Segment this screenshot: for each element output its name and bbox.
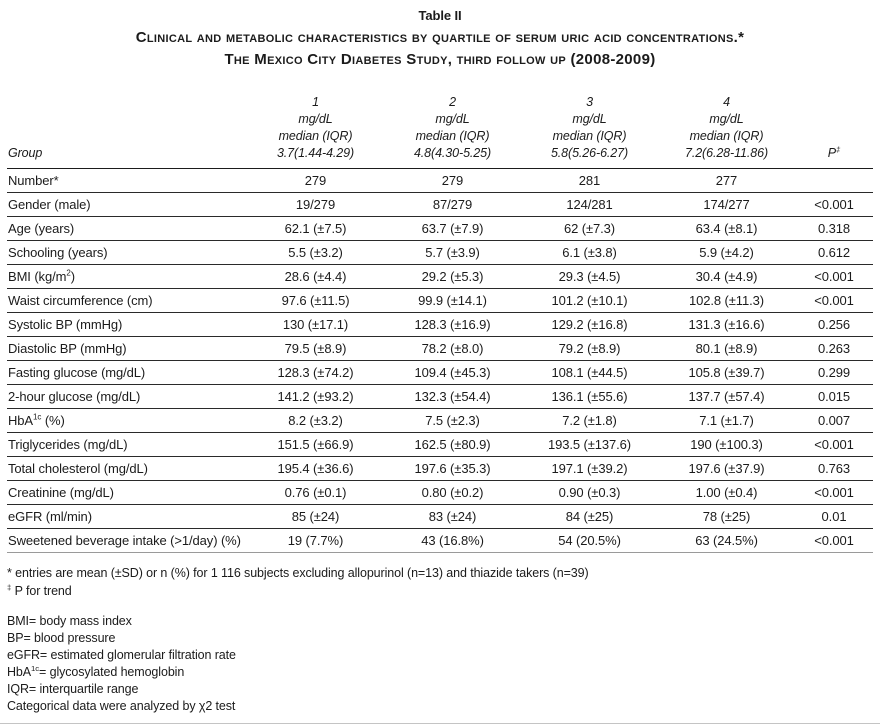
quartile-median: 3.7(1.44-4.29): [276, 146, 355, 160]
row-value: 79.2 (±8.9): [521, 337, 658, 361]
table-row: [7, 169, 873, 193]
row-value: 281: [521, 169, 658, 193]
row-value: 29.2 (±5.3): [384, 265, 521, 289]
row-value: 5.9 (±4.2): [658, 241, 795, 265]
row-value: 97.6 (±11.5): [247, 289, 384, 313]
row-value: 78.2 (±8.0): [384, 337, 521, 361]
row-value: 141.2 (±93.2): [247, 385, 384, 409]
quartile-unit: mg/dL: [709, 112, 744, 126]
row-value: 7.2 (±1.8): [521, 409, 658, 433]
row-label: Sweetened beverage intake (>1/day) (%): [7, 529, 247, 553]
row-value: 130 (±17.1): [247, 313, 384, 337]
row-pvalue: 0.007: [795, 409, 873, 433]
row-value: 8.2 (±3.2): [247, 409, 384, 433]
row-value: 101.2 (±10.1): [521, 289, 658, 313]
table-row: [7, 481, 873, 505]
row-value: 99.9 (±14.1): [384, 289, 521, 313]
row-value: 277: [658, 169, 795, 193]
abbreviation-list: [7, 613, 873, 715]
row-value: 87/279: [384, 193, 521, 217]
row-value: 132.3 (±54.4): [384, 385, 521, 409]
row-value: 279: [384, 169, 521, 193]
row-pvalue: 0.263: [795, 337, 873, 361]
abbreviation-item: eGFR= estimated glomerular filtration rate: [7, 648, 236, 662]
row-pvalue: 0.763: [795, 457, 873, 481]
row-pvalue: <0.001: [795, 265, 873, 289]
row-pvalue: <0.001: [795, 193, 873, 217]
abbreviation-item: HbA$^{1c}$= glycosylated hemoglobin: [7, 663, 185, 679]
footnote-trend: ‡ P for trend: [7, 582, 72, 598]
row-value: 63.7 (±7.9): [384, 217, 521, 241]
row-pvalue: 0.299: [795, 361, 873, 385]
page-title: Clinical and metabolic characteristics by quartile of serum uric acid concentrations.*: [135, 29, 745, 46]
table-row: [7, 265, 873, 289]
table-row: [7, 313, 873, 337]
row-label: Schooling (years): [7, 241, 247, 265]
row-value: 79.5 (±8.9): [247, 337, 384, 361]
row-label: Diastolic BP (mmHg): [7, 337, 247, 361]
row-value: 0.76 (±0.1): [247, 481, 384, 505]
p-column-header: P‡: [795, 94, 873, 169]
footnotes: [7, 564, 873, 600]
row-value: 131.3 (±16.6): [658, 313, 795, 337]
row-value: 78 (±25): [658, 505, 795, 529]
row-pvalue: <0.001: [795, 529, 873, 553]
table-row: [7, 457, 873, 481]
quartile-3-header: [521, 94, 658, 169]
row-value: 105.8 (±39.7): [658, 361, 795, 385]
row-value: 197.6 (±35.3): [384, 457, 521, 481]
quartile-stat: median (IQR): [415, 129, 490, 143]
abbreviation-item: Categorical data were analyzed by χ2 test: [7, 699, 236, 713]
row-value: 0.80 (±0.2): [384, 481, 521, 505]
row-value: 174/277: [658, 193, 795, 217]
table-row: [7, 505, 873, 529]
row-pvalue: 0.256: [795, 313, 873, 337]
quartile-stat: median (IQR): [689, 129, 764, 143]
row-label: BMI $(kg/m^2)$: [7, 265, 247, 289]
table-body: [7, 169, 873, 553]
row-value: 28.6 (±4.4): [247, 265, 384, 289]
row-pvalue: 0.015: [795, 385, 873, 409]
row-value: 63 (24.5%): [658, 529, 795, 553]
row-label: Creatinine (mg/dL): [7, 481, 247, 505]
table-label: Table II: [418, 8, 462, 23]
row-pvalue: <0.001: [795, 433, 873, 457]
row-value: 30.4 (±4.9): [658, 265, 795, 289]
table-row: [7, 337, 873, 361]
row-value: 151.5 (±66.9): [247, 433, 384, 457]
row-value: 124/281: [521, 193, 658, 217]
row-value: 43 (16.8%): [384, 529, 521, 553]
row-value: 128.3 (±74.2): [247, 361, 384, 385]
row-pvalue: 0.612: [795, 241, 873, 265]
row-value: 137.7 (±57.4): [658, 385, 795, 409]
table-row: [7, 529, 873, 553]
row-value: 6.1 (±3.8): [521, 241, 658, 265]
quartile-median: 7.2(6.28-11.86): [684, 146, 769, 160]
page-subtitle: The Mexico City Diabetes Study, third follow up (2008-2009): [224, 51, 656, 68]
row-label: HbA$^{1c}$ (%): [7, 409, 247, 433]
row-pvalue: 0.318: [795, 217, 873, 241]
quartile-1-header: [247, 94, 384, 169]
row-value: 128.3 (±16.9): [384, 313, 521, 337]
quartile-median: 5.8(5.26-6.27): [550, 146, 629, 160]
table-header: [7, 94, 873, 169]
row-label: Number*: [7, 169, 247, 193]
quartile-number: 3: [586, 95, 593, 109]
abbreviation-item: BP= blood pressure: [7, 631, 116, 645]
table-row: [7, 193, 873, 217]
abbreviation-item: IQR= interquartile range: [7, 682, 139, 696]
row-value: 54 (20.5%): [521, 529, 658, 553]
quartile-unit: mg/dL: [298, 112, 333, 126]
row-value: 19 (7.7%): [247, 529, 384, 553]
row-value: 102.8 (±11.3): [658, 289, 795, 313]
table-row: [7, 289, 873, 313]
row-value: 1.00 (±0.4): [658, 481, 795, 505]
row-value: 162.5 (±80.9): [384, 433, 521, 457]
quartile-median: 4.8(4.30-5.25): [413, 146, 492, 160]
footnote-entries: * entries are mean (±SD) or n (%) for 1 116 subjects excluding allopurinol (n=13) and thiazide takers (n=39): [7, 566, 589, 580]
bottom-rule: [0, 723, 880, 724]
abbreviation-item: BMI= body mass index: [7, 614, 132, 628]
table-row: [7, 409, 873, 433]
row-value: 190 (±100.3): [658, 433, 795, 457]
row-label: Total cholesterol (mg/dL): [7, 457, 247, 481]
row-value: 129.2 (±16.8): [521, 313, 658, 337]
row-label: Fasting glucose (mg/dL): [7, 361, 247, 385]
row-value: 195.4 (±36.6): [247, 457, 384, 481]
quartile-number: 4: [723, 95, 730, 109]
row-pvalue: <0.001: [795, 289, 873, 313]
row-pvalue: <0.001: [795, 481, 873, 505]
row-label: 2-hour glucose (mg/dL): [7, 385, 247, 409]
table-row: [7, 385, 873, 409]
row-value: 136.1 (±55.6): [521, 385, 658, 409]
row-value: 80.1 (±8.9): [658, 337, 795, 361]
row-value: 279: [247, 169, 384, 193]
quartile-number: 2: [449, 95, 456, 109]
row-value: 84 (±25): [521, 505, 658, 529]
row-value: 7.5 (±2.3): [384, 409, 521, 433]
row-value: 108.1 (±44.5): [521, 361, 658, 385]
row-value: 85 (±24): [247, 505, 384, 529]
row-value: 0.90 (±0.3): [521, 481, 658, 505]
row-value: 62.1 (±7.5): [247, 217, 384, 241]
row-value: 83 (±24): [384, 505, 521, 529]
table-row: [7, 433, 873, 457]
header-row: [7, 94, 873, 169]
row-value: 7.1 (±1.7): [658, 409, 795, 433]
row-pvalue: 0.01: [795, 505, 873, 529]
characteristics-table: [7, 94, 873, 553]
quartile-number: 1: [312, 95, 319, 109]
quartile-4-header: [658, 94, 795, 169]
row-label: Waist circumference (cm): [7, 289, 247, 313]
quartile-2-header: [384, 94, 521, 169]
title-block: [0, 0, 880, 70]
quartile-unit: mg/dL: [572, 112, 607, 126]
table-row: [7, 241, 873, 265]
table-row: [7, 361, 873, 385]
row-value: 193.5 (±137.6): [521, 433, 658, 457]
row-value: 197.1 (±39.2): [521, 457, 658, 481]
row-value: 109.4 (±45.3): [384, 361, 521, 385]
row-label: Age (years): [7, 217, 247, 241]
group-column-header: Group: [7, 94, 247, 169]
quartile-stat: median (IQR): [278, 129, 353, 143]
row-value: 63.4 (±8.1): [658, 217, 795, 241]
row-label: eGFR (ml/min): [7, 505, 247, 529]
row-label: Triglycerides (mg/dL): [7, 433, 247, 457]
row-value: 197.6 (±37.9): [658, 457, 795, 481]
row-value: 19/279: [247, 193, 384, 217]
row-pvalue: [795, 169, 873, 193]
row-label: Systolic BP (mmHg): [7, 313, 247, 337]
row-value: 5.7 (±3.9): [384, 241, 521, 265]
row-label: Gender (male): [7, 193, 247, 217]
row-value: 62 (±7.3): [521, 217, 658, 241]
quartile-stat: median (IQR): [552, 129, 627, 143]
row-value: 29.3 (±4.5): [521, 265, 658, 289]
row-value: 5.5 (±3.2): [247, 241, 384, 265]
quartile-unit: mg/dL: [435, 112, 470, 126]
table-row: [7, 217, 873, 241]
